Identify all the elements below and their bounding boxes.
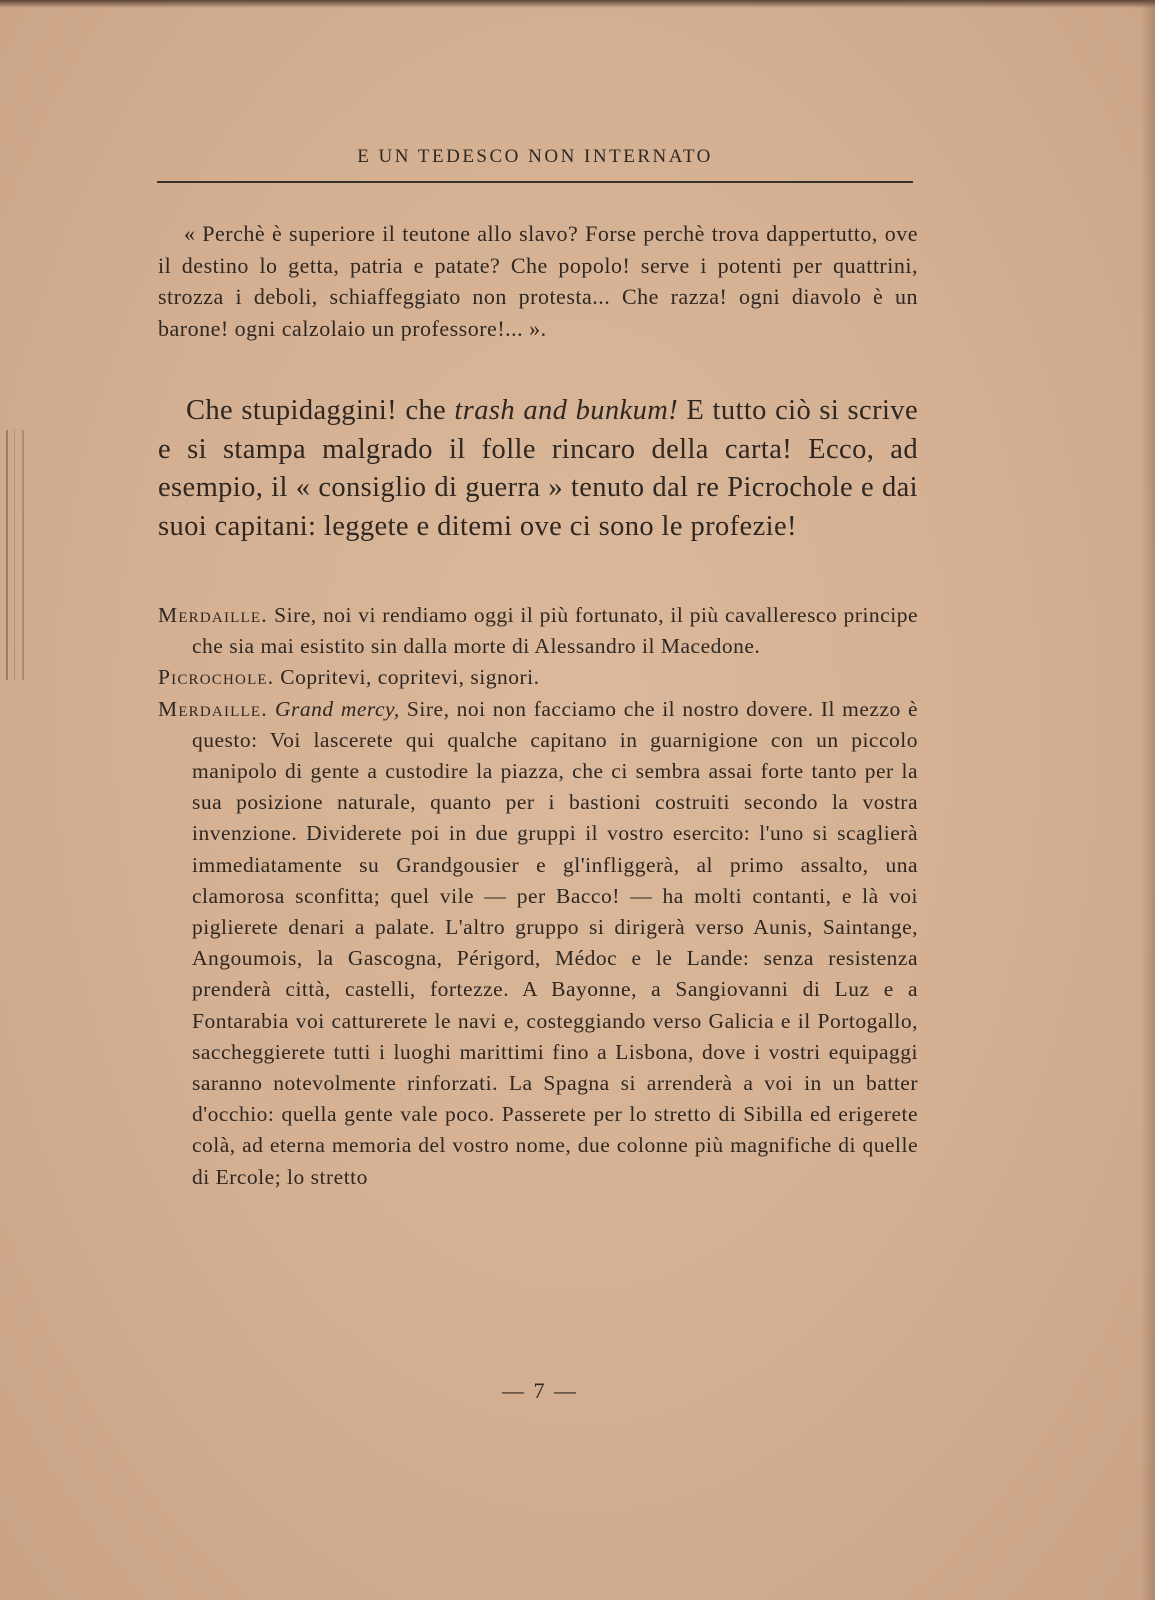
speaker-name: Picrochole. xyxy=(158,665,275,690)
paragraph-text xyxy=(158,392,918,546)
paragraph-part-2: E tutto ciò si scrive e si stampa malgrado il folle rincaro della carta! Ecco, ad esempio, il « consiglio di guerra » tenuto dal re Picrochole e dai suoi capitani: leggete e ditemi ove ci sono le profezie! xyxy=(158,395,919,542)
header-rule xyxy=(157,181,913,183)
dialogue-line xyxy=(158,694,918,1193)
speaker-name: Merdaille. xyxy=(158,696,268,721)
dialogue-line xyxy=(158,600,918,662)
quote-block xyxy=(158,218,918,344)
speech-text: Sire, noi non facciamo che il nostro dovere. Il mezzo è questo: Voi lascerete qui qualche capitano in guarnigione con un piccolo manipolo di gente a custodire la piazza, che ci sembra assai forte tanto per la sua posizione naturale, quanto per i bastioni costruiti secondo la vostra invenzione. Dividerete poi in due gruppi il vostro esercito: l'uno si scaglierà immediatamente su Grandgousier e gl'infliggerà, al primo assalto, una clamorosa sconfitta; quel vile — per Bacco! — ha molti contanti, e là voi piglierete denari a palate. L'altro gruppo si dirigerà verso Aunis, Saintange, Angoumois, la Gascogna, Périgord, Médoc e le Lande: senza resistenza prenderà città, castelli, fortezze. A Bayonne, a Sangiovanni di Luz e a Fontarabia voi catturerete le navi e, costeggiando verso Galicia e il Portogallo, saccheggierete tutti i luoghi marittimi fino a Lisbona, dove i vostri equipaggi saranno notevolmente rinforzati. La Spagna si arrenderà a voi in un batter d'occhio: quella gente vale poco. Passerete per lo stretto di Sibilla ed erigerete colà, ad eterna memoria del vostro nome, due colonne più magnifiche di quelle di Ercole; lo stretto xyxy=(192,696,918,1189)
page-right-edge xyxy=(1141,0,1155,1600)
dialogue-block xyxy=(158,600,918,1193)
speech-emphasis: Grand mercy, xyxy=(275,696,400,721)
quote-text: « Perchè è superiore il teutone allo slavo? Forse perchè trova dappertutto, ove il destino lo getta, patria e patate? Che popolo! serve i potenti per quattrini, strozza i deboli, schiaffeggiato non protesta... Che razza! ogni diavolo è un barone! ogni calzolaio un professore!... ». xyxy=(158,221,918,341)
page-number: — 7 — xyxy=(502,1378,578,1403)
paragraph-part-1: Che stupidaggini! che xyxy=(186,395,455,426)
page-top-edge xyxy=(0,0,1155,8)
main-paragraph xyxy=(158,392,918,546)
paragraph-emphasis: trash and bunkum! xyxy=(454,395,679,426)
binding-mark xyxy=(6,430,15,680)
speaker-name: Merdaille. xyxy=(158,603,268,627)
binding-thread xyxy=(0,430,24,680)
dialogue-line xyxy=(158,662,918,693)
running-head: E UN TEDESCO NON INTERNATO xyxy=(357,146,713,167)
speech-text: Sire, noi vi rendiamo oggi il più fortunato, il più cavalleresco principe che sia mai esistito sin dalla morte di Alessandro il Macedone. xyxy=(192,603,918,659)
speech-text: Copritevi, copritevi, signori. xyxy=(274,665,540,690)
